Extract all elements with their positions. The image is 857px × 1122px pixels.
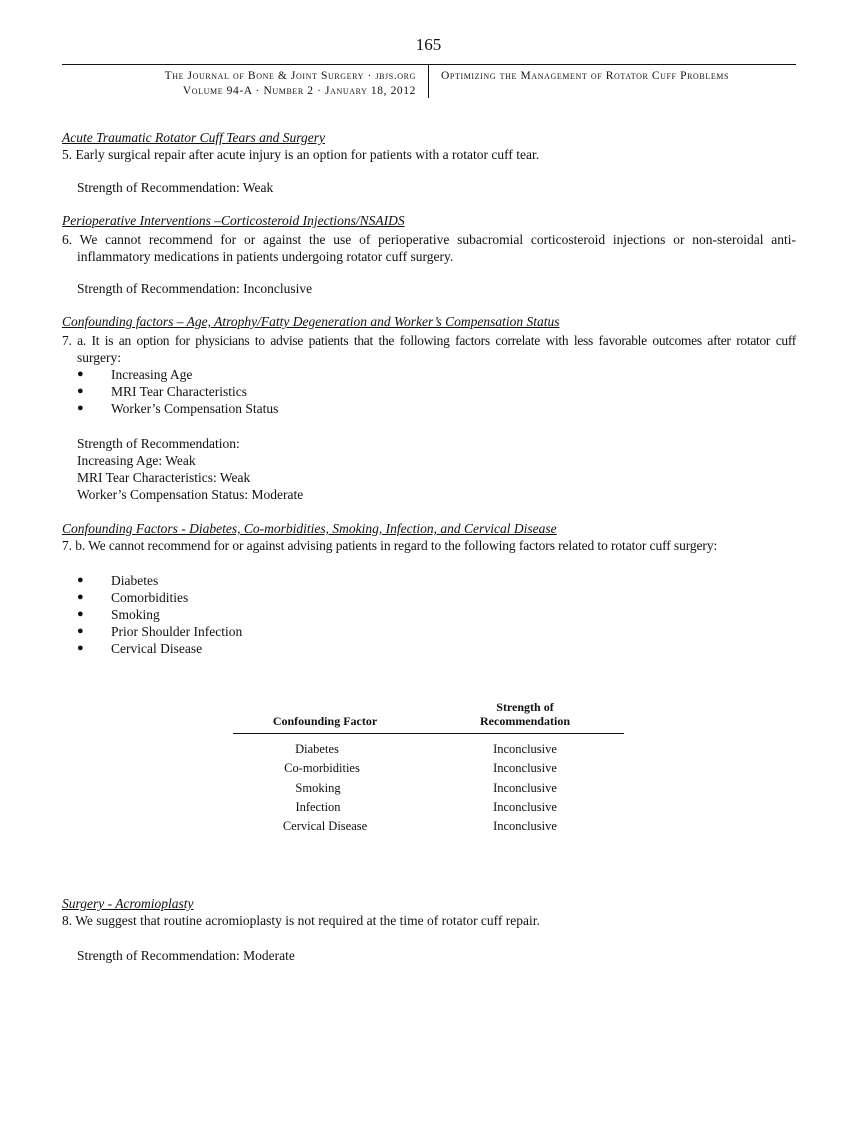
article-title: Optimizing the Management of Rotator Cuff Problems <box>441 70 730 82</box>
journal-name: The Journal of Bone & Joint Surgery · jbjs.org <box>164 70 416 82</box>
bullet-item: Smoking <box>111 607 160 622</box>
bullet-icon: ● <box>77 625 84 637</box>
section-heading: Confounding Factors - Diabetes, Co-morbidities, Smoking, Infection, and Cervical Disease <box>62 521 557 536</box>
bullet-item: Diabetes <box>111 573 159 588</box>
header-rule <box>62 64 796 65</box>
recommendation-strength: Strength of Recommendation: Weak <box>77 180 274 195</box>
recommendation-strength: MRI Tear Characteristics: Weak <box>77 470 251 485</box>
table-rule <box>233 733 624 734</box>
table-cell-strength: Inconclusive <box>493 742 557 756</box>
recommendation-text: 8. We suggest that routine acromioplasty is not required at the time of rotator cuff repair. <box>62 913 540 928</box>
header-divider <box>428 64 429 98</box>
recommendation-text: 7. a. It is an option for physicians to advise patients that the following factors correlate with less favorable outcomes after rotator cuff <box>62 333 796 348</box>
bullet-item: MRI Tear Characteristics <box>111 384 248 399</box>
recommendation-strength: Increasing Age: Weak <box>77 453 196 468</box>
bullet-item: Cervical Disease <box>111 641 203 656</box>
table-cell-strength: Inconclusive <box>493 761 557 775</box>
page-number: 165 <box>415 35 442 54</box>
recommendation-text: 7. b. We cannot recommend for or against advising patients in regard to the following factors related to rotator cuff surgery: <box>62 538 718 553</box>
bullet-item: Increasing Age <box>111 367 193 382</box>
section-heading: Acute Traumatic Rotator Cuff Tears and Surgery <box>62 130 326 145</box>
bullet-icon: ● <box>77 608 84 620</box>
journal-volume: Volume 94-A · Number 2 · January 18, 2012 <box>182 85 416 97</box>
bullet-icon: ● <box>77 591 84 603</box>
bullet-item: Comorbidities <box>111 590 189 605</box>
table-header-strength: Recommendation <box>480 714 570 728</box>
table-cell-strength: Inconclusive <box>493 800 557 814</box>
bullet-item: Worker’s Compensation Status <box>111 401 279 416</box>
table-cell-factor: Cervical Disease <box>282 819 368 833</box>
table-cell-factor: Diabetes <box>295 742 339 756</box>
table-cell-strength: Inconclusive <box>493 819 557 833</box>
section-heading: Perioperative Interventions –Corticosteroid Injections/NSAIDS <box>62 213 405 228</box>
bullet-icon: ● <box>77 642 84 654</box>
section-heading: Confounding factors – Age, Atrophy/Fatty Degeneration and Worker’s Compensation Status <box>62 314 560 329</box>
bullet-icon: ● <box>77 402 84 414</box>
bullet-icon: ● <box>77 574 84 586</box>
recommendation-strength: Strength of Recommendation: <box>77 436 240 451</box>
section-heading: Surgery - Acromioplasty <box>62 896 194 911</box>
bullet-icon: ● <box>77 368 84 380</box>
recommendation-strength: Strength of Recommendation: Moderate <box>77 948 295 963</box>
table-cell-strength: Inconclusive <box>493 781 557 795</box>
recommendation-text: inflammatory medications in patients undergoing rotator cuff surgery. <box>77 249 454 264</box>
recommendation-strength: Worker’s Compensation Status: Moderate <box>77 487 304 502</box>
recommendation-text: surgery: <box>77 350 121 365</box>
table-cell-factor: Co-morbidities <box>284 761 360 775</box>
recommendation-text: 6. We cannot recommend for or against the use of perioperative subacromial corticosteroid injections or non-steroidal anti- <box>62 232 796 247</box>
bullet-item: Prior Shoulder Infection <box>111 624 243 639</box>
recommendation-text: 5. Early surgical repair after acute injury is an option for patients with a rotator cuff tear. <box>62 147 540 162</box>
table-header-strength: Strength of <box>496 700 554 714</box>
table-cell-factor: Infection <box>295 800 341 814</box>
recommendation-strength: Strength of Recommendation: Inconclusive <box>77 281 313 296</box>
table-cell-factor: Smoking <box>295 781 341 795</box>
table-header-factor: Confounding Factor <box>272 714 378 728</box>
bullet-icon: ● <box>77 385 84 397</box>
